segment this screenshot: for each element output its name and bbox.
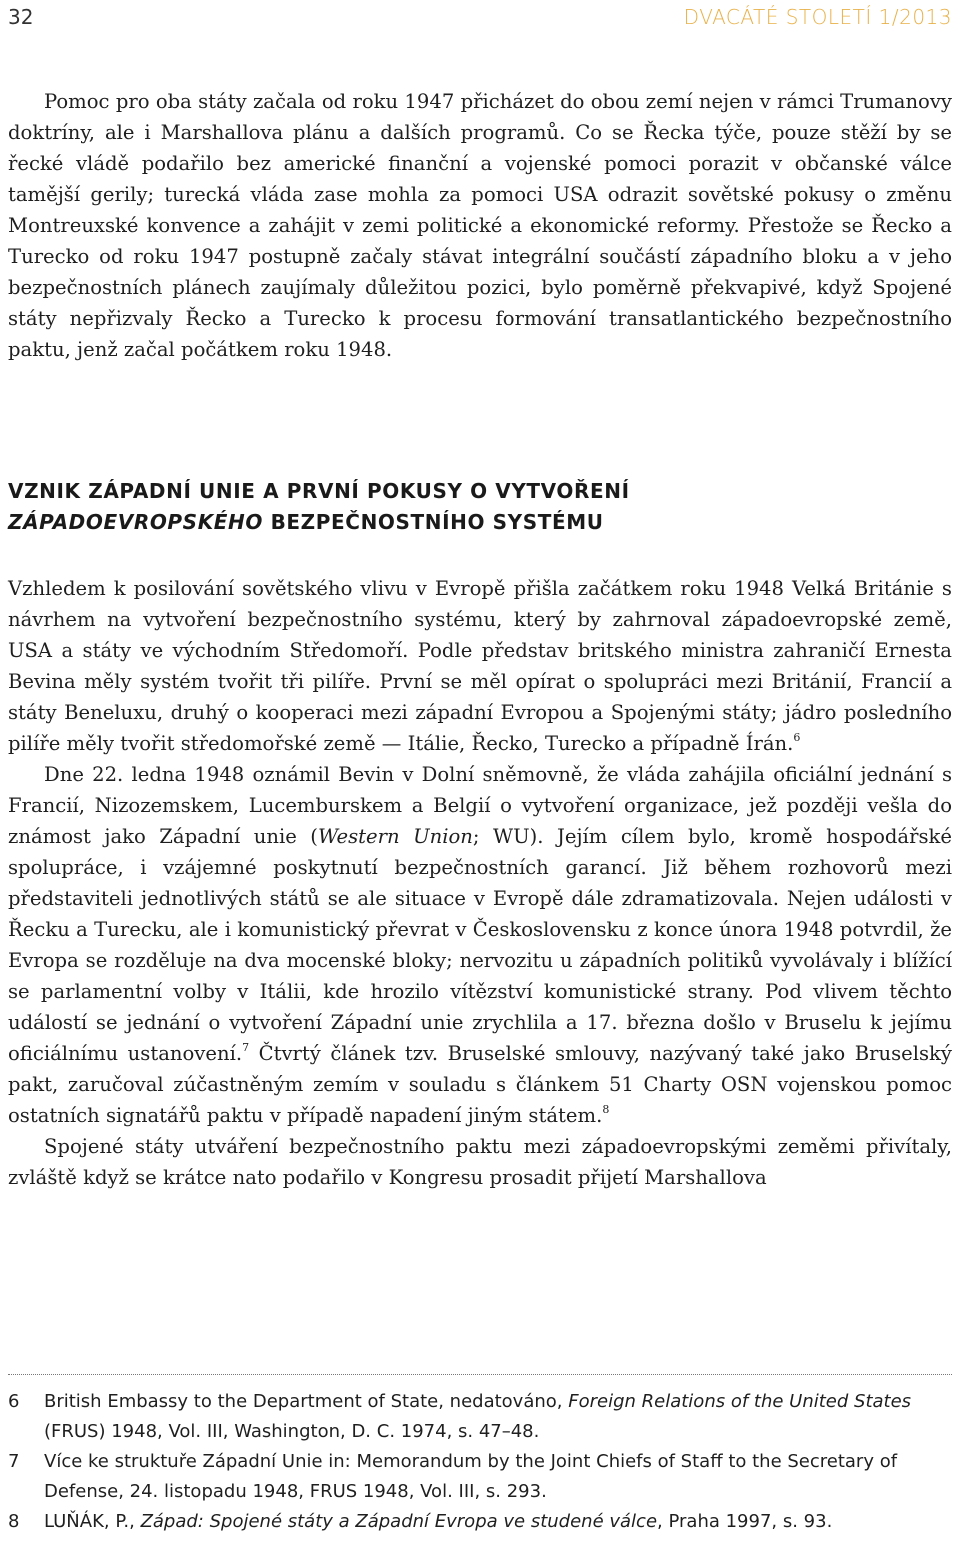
footnote-number: 8 bbox=[8, 1511, 20, 1532]
running-header: DVACÁTÉ STOLETÍ 1/2013 bbox=[683, 5, 952, 29]
paragraph-text: Dne 22. ledna 1948 oznámil Bevin v Dolní sněmovně, že vláda zahájila oficiální jednání s Francií, Nizozemskem, Lucemburskem a Belgií o vytvoření organizace, jež později vešla do známost jako Západní unie ( bbox=[8, 763, 952, 848]
footnote bbox=[8, 1447, 952, 1507]
paragraph bbox=[8, 759, 952, 1131]
paragraph: Pomoc pro oba státy začala od roku 1947 přicházet do obou zemí nejen v rámci Trumanovy doktríny, ale i Marshallova plánu a dalších programů. Co se Řecka týče, pouze stěží by se řecké vládě podařilo bez americké finanční a vojenské pomoci porazit v občanské válce tamější gerily; turecká vláda zase mohla za pomoci USA odrazit sovětské pokusy o změnu Montreuxské konvence a zahájit v zemi politické a ekonomické reformy. Přestože se Řecko a Turecko od roku 1947 postupně začaly stávat integrální součástí západního bloku a v jeho bezpečnostních plánech zaujímaly důležitou pozici, bylo poměrně překvapivé, když Spojené státy nepřizvaly Řecko a Turecko k procesu formování transatlantického bezpečnostního paktu, jenž začal počátkem roku 1948. bbox=[8, 90, 952, 361]
section-heading-line1: VZNIK ZÁPADNÍ UNIE A PRVNÍ POKUSY O VYTVOŘENÍ bbox=[8, 479, 630, 503]
page-number: 32 bbox=[8, 5, 34, 29]
paragraph: Spojené státy utváření bezpečnostního paktu mezi západoevropskými zeměmi přivítaly, zvláště když se krátce nato podařilo v Kongresu prosadit přijetí Marshallova bbox=[8, 1135, 952, 1189]
footnote-text: LUŇÁK, P., Západ: Spojené státy a Západní Evropa ve studené válce, Praha 1997, s. 93. bbox=[44, 1511, 833, 1532]
intro-text bbox=[8, 86, 952, 365]
footnote-ref[interactable]: 7 bbox=[242, 1041, 250, 1055]
section-heading-italic: ZÁPADOEVROPSKÉHO bbox=[8, 510, 263, 534]
footnote-number: 7 bbox=[8, 1451, 20, 1472]
footnote-ref[interactable]: 8 bbox=[602, 1103, 610, 1117]
paragraph bbox=[8, 573, 952, 759]
paragraph-text: ; WU). Jejím cílem bylo, kromě hospodářské spolupráce, i vzájemné poskytnutí bezpečnostních garancí. Již během rozhovorů mezi představiteli jednotlivých států se ale situace v Evropě dále zdramatizovala. Nejen události v Řecku a Turecku, ale i komunistický převrat v Československu z konce února 1948 potvrdil, že Evropa se rozděluje na dva mocenské bloky; nervozitu u západních politiků vyvolávaly i blížící se parlamentní volby v Itálii, kde hrozilo vítězství komunistické strany. Pod vlivem těchto událostí se jednání o vytvoření Západní unie zrychlila a 17. března došlo v Bruselu k jejímu oficiálnímu ustanovení. bbox=[8, 825, 953, 1065]
footnote bbox=[8, 1507, 952, 1537]
paragraph-italic: Western Union bbox=[317, 825, 473, 848]
section-heading-rest: BEZPEČNOSTNÍHO SYSTÉMU bbox=[263, 510, 604, 534]
paragraph-text: Čtvrtý článek tzv. Bruselské smlouvy, nazývaný také jako Bruselský pakt, zaručoval zúčastněným zemím v souladu s článkem 51 Charty OSN vojenskou pomoc ostatních signatářů paktu v případě napadení jiným státem. bbox=[8, 1042, 952, 1127]
footnote-number: 6 bbox=[8, 1391, 20, 1412]
footnote bbox=[8, 1387, 952, 1447]
footnotes bbox=[8, 1387, 952, 1537]
footnote-divider bbox=[8, 1374, 952, 1375]
footnote-text: Více ke struktuře Západní Unie in: Memorandum by the Joint Chiefs of Staff to the Secretary of Defense, 24. listopadu 1948, FRUS 1948, Vol. III, s. 293. bbox=[44, 1451, 898, 1502]
section-text bbox=[8, 573, 952, 1193]
paragraph-text: Vzhledem k posilování sovětského vlivu v Evropě přišla začátkem roku 1948 Velká Británie s návrhem na vytvoření bezpečnostního systému, který by zahrnoval západoevropské země, USA a státy ve východním Středomoří. Podle představ britského ministra zahraničí Ernesta Bevina měly systém tvořit tři pilíře. První se měl opírat o spolupráci mezi Británií, Francií a státy Beneluxu, druhý o kooperaci mezi západní Evropou a Spojenými státy; jádro posledního pilíře měly tvořit středomořské země — Itálie, Řecko, Turecko a případně Írán. bbox=[8, 577, 952, 755]
section-heading bbox=[8, 476, 952, 538]
footnote-ref[interactable]: 6 bbox=[793, 731, 801, 745]
footnote-text: British Embassy to the Department of State, nedatováno, Foreign Relations of the United States (FRUS) 1948, Vol. III, Washington, D. C. 1974, s. 47–48. bbox=[44, 1391, 912, 1442]
